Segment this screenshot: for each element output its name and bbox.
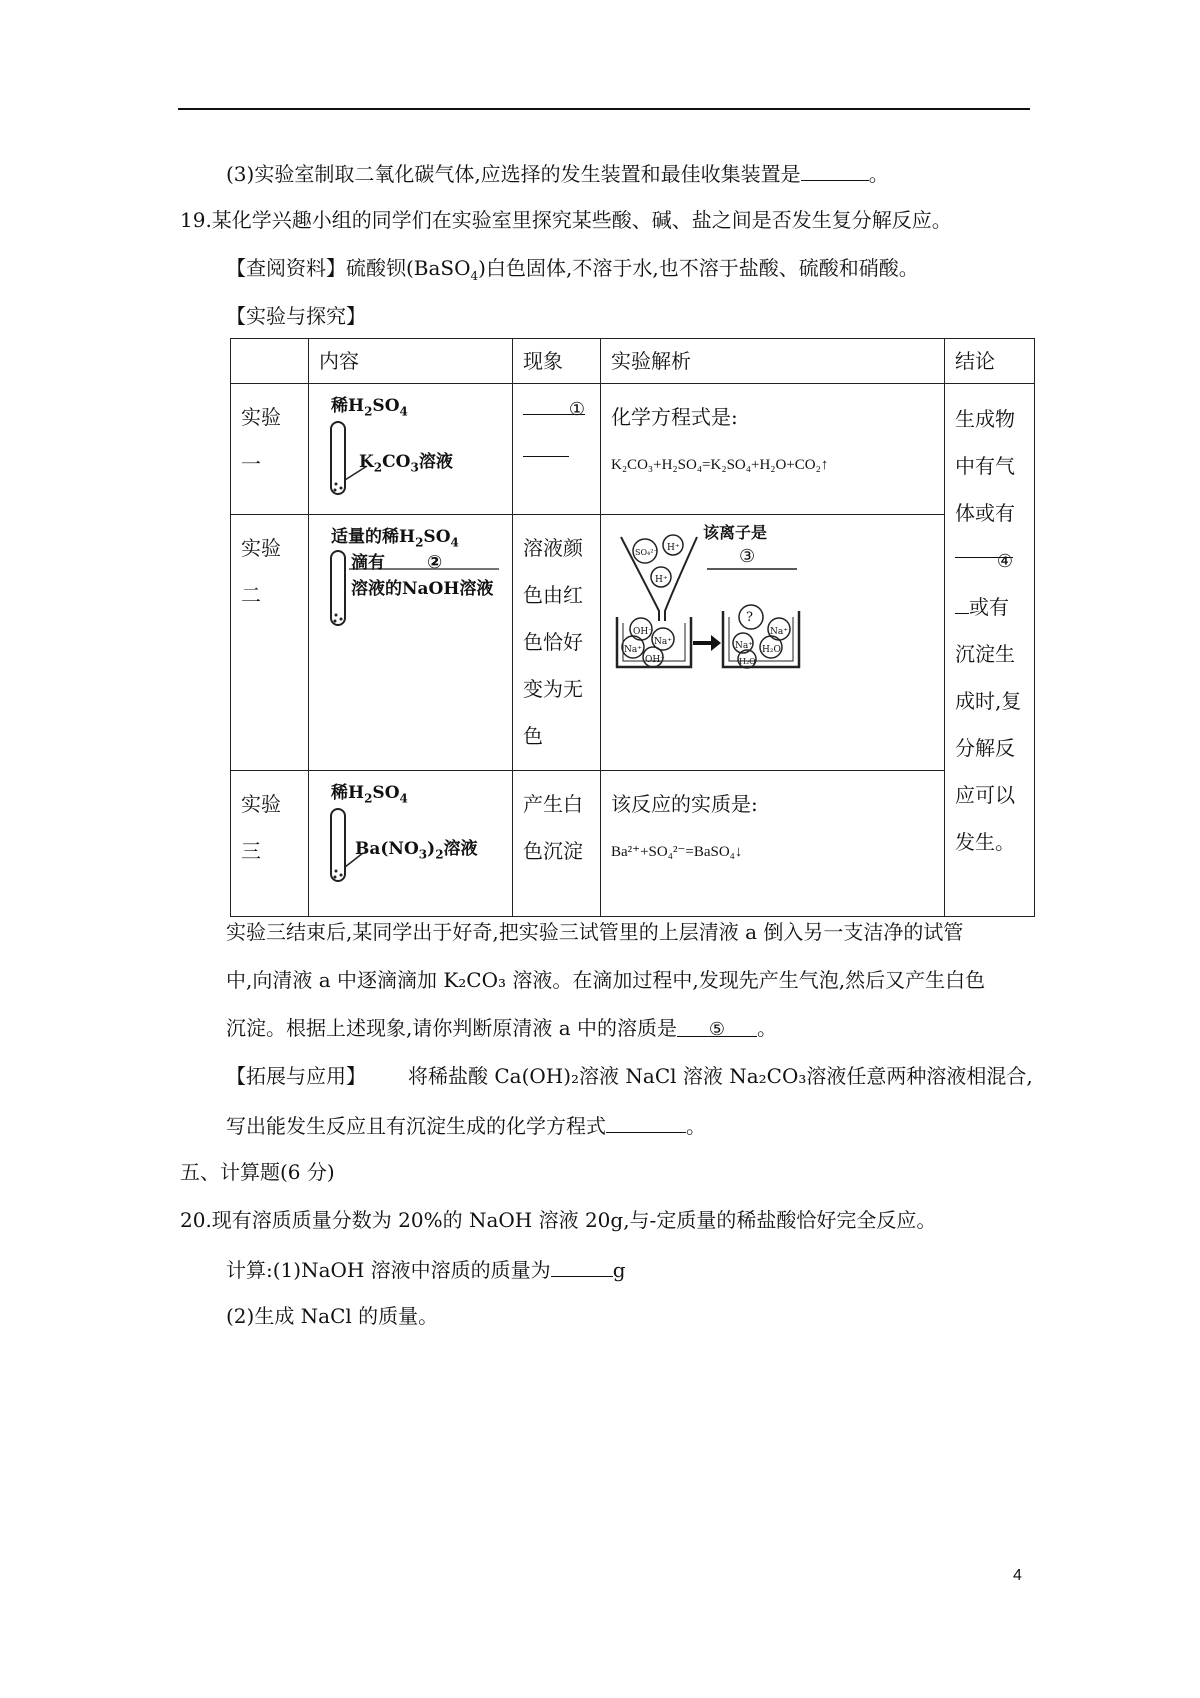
q19-stem: 19.某化学兴趣小组的同学们在实验室里探究某些酸、碱、盐之间是否发生复分解反应。 [180,208,952,232]
exp3-phenomenon: 产生白色沉淀 [513,771,601,917]
exp3-top-reagent: 稀$H_2SO_4$ [331,783,408,806]
exp2-bottom-reagent: 溶液的NaOH溶液 [351,579,494,599]
ion-label: H₂O [762,645,781,655]
header-cell: 内容 [309,339,513,384]
conclusion-cell: 生成物中有气体或有④或有沉淀生成时,复分解反应可以发生。 [945,384,1035,917]
q20-calc-1: 计算:(1)NaOH 溶液中溶质的质量为 g [226,1258,626,1282]
answer-blank-1b[interactable] [523,436,569,457]
exp1-equation: K₂CO₃+H₂SO₄=K₂SO₄+H₂O+CO₂↑ [611,457,829,473]
q19-extend: 【拓展与应用】 将稀盐酸 Ca(OH)₂溶液 NaCl 溶液 Na₂CO₃溶液任意两种溶液相混合, [226,1064,1033,1088]
exp2-mid-reagent: 滴有 ② [351,552,443,573]
answer-blank-7[interactable] [551,1256,613,1277]
q19-after-2: 中,向清液 a 中逐滴滴加 K₂CO₃ 溶液。在滴加过程中,发现先产生气泡,然后又产生白色 [226,968,986,992]
answer-mark-3[interactable]: ③ [739,546,756,567]
exp1-phenomenon [513,384,601,515]
exp2-analysis [601,515,945,771]
exp1-top-reagent: 稀$H_2SO_4$ [331,396,408,419]
answer-blank-1[interactable]: ① [523,394,585,415]
section-5-heading: 五、计算题(6 分) [180,1160,335,1184]
ion-label: OH⁻ [633,627,653,637]
experiment-table [230,338,1035,917]
answer-mark-2[interactable]: ② [427,552,443,573]
ion-label: H₂O [739,657,756,666]
header-cell [231,339,309,384]
ion-label: Na⁺ [735,641,753,651]
diagram-label: 该离子是 [703,523,768,542]
header-cell: 结论 [945,339,1035,384]
ion-label: Na⁺ [770,627,788,637]
answer-blank-4[interactable]: ④ [955,537,1013,558]
exp2-top-reagent: 适量的稀$H_2SO_4$ [331,527,459,550]
q20-stem: 20.现有溶质质量分数为 20%的 NaOH 溶液 20g,与-定质量的稀盐酸恰好完全反应。 [180,1208,937,1232]
page-number: 4 [1013,1567,1022,1584]
q19-after-1: 实验三结束后,某同学出于好奇,把实验三试管里的上层清液 a 倒入另一支洁净的试管 [226,920,964,944]
ion-label: SO₄²⁻ [635,548,658,557]
exp1-apparatus [309,384,513,515]
exp3-equation: Ba²⁺+SO₄²⁻=BaSO₄↓ [611,844,743,860]
answer-blank-6[interactable] [606,1112,686,1133]
blank-tail [955,593,969,614]
exp1-bottom-reagent: $K_2CO_3$溶液 [359,452,453,475]
table-header-row [231,339,1035,384]
exp2-phenomenon: 溶液颜色由红色恰好变为无色 [513,515,601,771]
q19-after-3: 沉淀。根据上述现象,请你判断原清液 a 中的溶质是 ⑤ 。 [226,1016,777,1040]
exp3-apparatus [309,771,513,917]
q19-extend-2: 写出能发生反应且有沉淀生成的化学方程式 。 [226,1114,706,1138]
ion-label: H⁺ [655,575,668,585]
exp3-bottom-reagent: $Ba(NO_3)_2$溶液 [355,839,478,862]
exp3-analysis: 该反应的实质是: Ba²⁺+SO₄²⁻=BaSO₄↓ [601,771,945,917]
table-row [231,384,1035,515]
table-row [231,515,1035,771]
exp1-name: 实验一 [231,384,309,515]
exp2-apparatus [309,515,513,771]
answer-blank[interactable] [801,160,869,181]
q19-reference: 【查阅资料】硫酸钡(BaSO$_4$)白色固体,不溶于水,也不溶于盐酸、硫酸和硝酸。 [226,256,919,283]
exp1-analysis: 化学方程式是: K₂CO₃+H₂SO₄=K₂SO₄+H₂O+CO₂↑ [601,384,945,515]
ion-label: Na⁺ [654,637,672,647]
exp3-name: 实验三 [231,771,309,917]
q19-explore-label: 【实验与探究】 [226,304,366,328]
exp2-name: 实验二 [231,515,309,771]
header-rule [178,108,1030,110]
q20-calc-2: (2)生成 NaCl 的质量。 [226,1304,439,1328]
ion-diagram [611,521,801,671]
header-cell: 现象 [513,339,601,384]
q18-part3: (3)实验室制取二氧化碳气体,应选择的发生装置和最佳收集装置是 。 [226,162,889,186]
answer-blank-5[interactable]: ⑤ [677,1016,757,1037]
ion-label: Na⁺ [624,645,642,655]
ion-label: OH⁻ [645,655,665,665]
header-cell: 实验解析 [601,339,945,384]
ion-label: ? [746,610,753,625]
table-row [231,771,1035,917]
ion-label: H⁺ [667,543,680,553]
